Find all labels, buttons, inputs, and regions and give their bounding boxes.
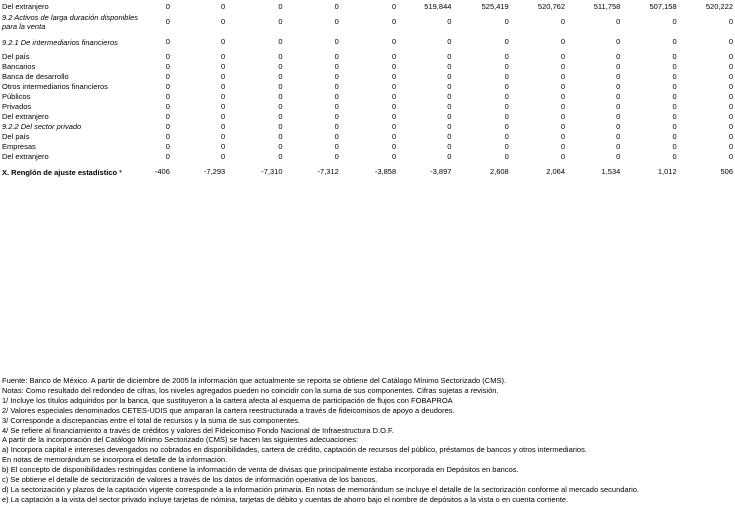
cell-value: 0 bbox=[278, 92, 283, 101]
cell-value: 0 bbox=[334, 17, 339, 26]
footnote-line: A partir de la incorporación del Catálogo Mínimo Sectorizado (CMS) se hacen las siguientes adecuaciones: bbox=[2, 435, 359, 445]
table-row bbox=[2, 32, 733, 52]
row-label: Del país bbox=[2, 132, 30, 141]
cell-value: 0 bbox=[165, 17, 170, 26]
cell-value: 0 bbox=[334, 102, 339, 111]
cell-value: 0 bbox=[391, 122, 397, 131]
footnote-line: Fuente: Banco de México. A partir de diciembre de 2005 la información que actualmente se reporta se obtiene del Catálogo Mínimo Sectorizado (CMS). bbox=[2, 376, 507, 385]
cell-value: -3,858 bbox=[374, 167, 397, 176]
cell-value: 0 bbox=[616, 122, 621, 131]
cell-value: 520,222 bbox=[705, 2, 733, 11]
cell-value: 0 bbox=[616, 132, 621, 141]
cell-value: 0 bbox=[560, 72, 566, 81]
cell-value: 0 bbox=[165, 102, 170, 111]
cell-value: 0 bbox=[221, 52, 226, 61]
cell-value: 0 bbox=[334, 62, 339, 71]
table-row bbox=[2, 92, 733, 102]
cell-value: 0 bbox=[616, 92, 621, 101]
cell-value: 0 bbox=[278, 152, 283, 161]
row-label: Otros intermediarios financieros bbox=[2, 82, 108, 91]
cell-value: 519,844 bbox=[424, 2, 452, 11]
table-row bbox=[2, 112, 733, 122]
cell-value: 525,419 bbox=[481, 2, 509, 11]
footnote-line: b) El concepto de disponibilidades restringidas contiene la información de venta de divisas que principalmente estaba incorporada en Depósitos en bancos. bbox=[2, 465, 519, 475]
cell-value: 0 bbox=[278, 122, 283, 131]
cell-value: 511,758 bbox=[593, 2, 621, 11]
cell-value: 0 bbox=[334, 122, 339, 131]
cell-value: 0 bbox=[728, 62, 733, 71]
cell-value: -7,312 bbox=[317, 167, 339, 176]
cell-value: 1,012 bbox=[657, 167, 677, 176]
cell-value: 0 bbox=[672, 152, 677, 161]
cell-value: -3,897 bbox=[430, 167, 452, 176]
cell-value: 0 bbox=[672, 82, 677, 91]
footnote-line: En notas de memorándum se incorpora el detalle de la información. bbox=[2, 455, 228, 465]
footnote-line: a) Incorpora capital e intereses devengados no cobrados en disponibilidades, cartera de crédito, captación de recursos del público, préstamos de bancos y otros intermediarios. bbox=[2, 445, 587, 455]
cell-value: 0 bbox=[278, 112, 283, 121]
row-label: 9.2.2 Del sector privado bbox=[2, 122, 82, 131]
cell-value: 0 bbox=[447, 92, 452, 101]
cell-value: 0 bbox=[616, 72, 621, 81]
cell-value: 0 bbox=[560, 102, 566, 111]
cell-value: 0 bbox=[728, 52, 733, 61]
cell-value: 0 bbox=[391, 72, 397, 81]
cell-value: 0 bbox=[616, 142, 621, 151]
cell-value: 0 bbox=[728, 132, 733, 141]
cell-value: 2,608 bbox=[489, 167, 509, 176]
cell-value: 0 bbox=[391, 152, 397, 161]
table-row bbox=[2, 52, 733, 62]
row-label: Empresas bbox=[2, 142, 36, 151]
cell-value: 0 bbox=[278, 62, 283, 71]
table-row bbox=[2, 62, 733, 72]
cell-value: 0 bbox=[560, 82, 566, 91]
cell-value: 0 bbox=[334, 72, 339, 81]
cell-value: 0 bbox=[165, 132, 170, 141]
cell-value: 0 bbox=[221, 112, 226, 121]
cell-value: 0 bbox=[391, 102, 397, 111]
cell-value: 0 bbox=[391, 37, 397, 46]
cell-value: 0 bbox=[165, 37, 170, 46]
cell-value: 0 bbox=[447, 37, 452, 46]
cell-value: 507,158 bbox=[649, 2, 677, 11]
cell-value: 0 bbox=[165, 62, 170, 71]
cell-value: 0 bbox=[728, 122, 733, 131]
cell-value: 0 bbox=[728, 82, 733, 91]
cell-value: -406 bbox=[154, 167, 170, 176]
cell-value: 0 bbox=[504, 72, 509, 81]
cell-value: 0 bbox=[672, 132, 677, 141]
cell-value: 0 bbox=[447, 17, 452, 26]
cell-value: 0 bbox=[616, 17, 621, 26]
cell-value: 0 bbox=[447, 112, 452, 121]
cell-value: 0 bbox=[672, 92, 677, 101]
cell-value: 0 bbox=[728, 92, 733, 101]
cell-value: 0 bbox=[560, 142, 566, 151]
cell-value: 0 bbox=[672, 52, 677, 61]
cell-value: 0 bbox=[221, 122, 226, 131]
cell-value: 0 bbox=[560, 52, 566, 61]
cell-value: 0 bbox=[672, 37, 677, 46]
cell-value: 0 bbox=[504, 37, 509, 46]
cell-value: 0 bbox=[447, 142, 452, 151]
row-label: X. Renglón de ajuste estadístico ³ bbox=[2, 167, 122, 177]
cell-value: 0 bbox=[560, 132, 566, 141]
cell-value: 506 bbox=[720, 167, 733, 176]
cell-value: 0 bbox=[278, 37, 283, 46]
cell-value: 0 bbox=[447, 152, 452, 161]
footnote-line: c) Se obtiene el detalle de sectorización de valores a través de los datos de información operativa de los bancos. bbox=[2, 475, 378, 485]
cell-value: 0 bbox=[391, 17, 397, 26]
cell-value: 0 bbox=[672, 142, 677, 151]
cell-value: 0 bbox=[560, 122, 566, 131]
cell-value: 0 bbox=[278, 17, 283, 26]
cell-value: 0 bbox=[391, 82, 397, 91]
cell-value: 0 bbox=[447, 122, 452, 131]
cell-value: 0 bbox=[165, 122, 170, 131]
table-row bbox=[2, 132, 733, 142]
footnotes bbox=[2, 376, 733, 505]
cell-value: 0 bbox=[334, 82, 339, 91]
table-row bbox=[2, 102, 733, 112]
cell-value: 0 bbox=[334, 132, 339, 141]
cell-value: 0 bbox=[672, 72, 677, 81]
cell-value: 0 bbox=[278, 72, 283, 81]
cell-value: 0 bbox=[728, 152, 733, 161]
cell-value: 0 bbox=[221, 142, 226, 151]
cell-value: 1,534 bbox=[601, 167, 621, 176]
cell-value: 0 bbox=[391, 2, 397, 11]
cell-value: 0 bbox=[447, 82, 452, 91]
row-label: Públicos bbox=[2, 92, 31, 101]
row-label: Privados bbox=[2, 102, 32, 111]
cell-value: 0 bbox=[165, 152, 170, 161]
row-label: Del extranjero bbox=[2, 112, 49, 121]
cell-value: 0 bbox=[447, 62, 452, 71]
cell-value: 0 bbox=[504, 112, 509, 121]
row-label: Del extranjero bbox=[2, 2, 49, 11]
cell-value: 0 bbox=[504, 52, 509, 61]
cell-value: 0 bbox=[560, 112, 566, 121]
table-row bbox=[2, 82, 733, 92]
cell-value: 0 bbox=[391, 92, 397, 101]
cell-value: 0 bbox=[165, 112, 170, 121]
cell-value: 0 bbox=[616, 37, 621, 46]
cell-value: 0 bbox=[221, 72, 226, 81]
cell-value: 0 bbox=[616, 82, 621, 91]
cell-value: 0 bbox=[447, 102, 452, 111]
cell-value: 0 bbox=[560, 62, 566, 71]
footnote-line: e) La captación a la vista del sector privado incluye tarjetas de nómina, tarjetas de débito y cuentas de ahorro bajo el nombre de depósitos a la vista o en cuenta corriente. bbox=[2, 494, 569, 504]
cell-value: 0 bbox=[165, 82, 170, 91]
cell-value: 0 bbox=[616, 112, 621, 121]
cell-value: 0 bbox=[560, 152, 566, 161]
cell-value: 0 bbox=[504, 142, 509, 151]
cell-value: 0 bbox=[616, 152, 621, 161]
cell-value: 0 bbox=[504, 102, 509, 111]
cell-value: 0 bbox=[672, 17, 677, 26]
cell-value: 0 bbox=[504, 17, 509, 26]
cell-value: -7,310 bbox=[261, 167, 283, 176]
cell-value: 0 bbox=[221, 37, 226, 46]
cell-value: 0 bbox=[334, 92, 339, 101]
cell-value: 0 bbox=[334, 142, 339, 151]
cell-value: 0 bbox=[391, 52, 397, 61]
row-label: Del país bbox=[2, 52, 30, 61]
cell-value: 0 bbox=[672, 122, 677, 131]
cell-value: 0 bbox=[221, 17, 226, 26]
cell-value: 0 bbox=[728, 142, 733, 151]
cell-value: 0 bbox=[560, 92, 566, 101]
cell-value: 0 bbox=[728, 102, 733, 111]
footnote-line: 1/ Incluye los títulos adquiridos por la banca, que sustituyeron a la cartera afecta al esquema de participación de flujos con FOBAPROA bbox=[2, 395, 453, 405]
cell-value: 0 bbox=[504, 62, 509, 71]
cell-value: 0 bbox=[616, 52, 621, 61]
cell-value: 0 bbox=[221, 102, 226, 111]
row-label: Bancarios bbox=[2, 62, 36, 71]
cell-value: 0 bbox=[165, 52, 170, 61]
cell-value: 0 bbox=[278, 102, 283, 111]
cell-value: 0 bbox=[165, 2, 170, 11]
cell-value: 0 bbox=[447, 72, 452, 81]
cell-value: 0 bbox=[334, 52, 339, 61]
table-row bbox=[2, 72, 733, 82]
table-row bbox=[2, 12, 733, 32]
footnote-line: 4/ Se refiere al financiamiento a través de créditos y valores del Fideicomiso Fondo Nacional de Infraestructura D.O.F. bbox=[2, 425, 394, 435]
footnote-line: d) La sectorización y plazos de la captación vigente corresponde a la información primaria. En notas de memorándum se incluye el detalle de la sectorización conforme al mercado secundario. bbox=[2, 484, 640, 494]
cell-value: 0 bbox=[278, 142, 283, 151]
cell-value: 0 bbox=[165, 92, 170, 101]
cell-value: 0 bbox=[165, 72, 170, 81]
cell-value: 0 bbox=[672, 102, 677, 111]
cell-value: 0 bbox=[504, 152, 509, 161]
cell-value: 0 bbox=[616, 102, 621, 111]
row-label: 9.2 Activos de larga duración disponibles para la venta bbox=[2, 13, 139, 31]
cell-value: 520,762 bbox=[537, 2, 566, 11]
cell-value: 0 bbox=[504, 122, 509, 131]
cell-value: 0 bbox=[221, 132, 226, 141]
table-row bbox=[2, 162, 733, 182]
cell-value: 0 bbox=[616, 62, 621, 71]
cell-value: 0 bbox=[728, 37, 733, 46]
cell-value: 0 bbox=[672, 62, 677, 71]
cell-value: 0 bbox=[504, 132, 509, 141]
cell-value: 0 bbox=[391, 112, 397, 121]
cell-value: 0 bbox=[391, 142, 397, 151]
table-row bbox=[2, 122, 733, 132]
cell-value: 0 bbox=[221, 62, 226, 71]
cell-value: 0 bbox=[672, 112, 677, 121]
data-table bbox=[2, 2, 733, 182]
cell-value: 0 bbox=[504, 82, 509, 91]
cell-value: 0 bbox=[728, 112, 733, 121]
cell-value: 0 bbox=[221, 152, 226, 161]
cell-value: 0 bbox=[221, 92, 226, 101]
footnote-line: 2/ Valores especiales denominados CETES-UDIS que amparan la cartera reestructurada a través de fideicomisos de apoyo a deudores. bbox=[2, 405, 455, 415]
cell-value: 0 bbox=[391, 132, 397, 141]
cell-value: 0 bbox=[334, 112, 339, 121]
cell-value: 0 bbox=[221, 82, 226, 91]
cell-value: 0 bbox=[447, 132, 452, 141]
cell-value: 0 bbox=[334, 152, 339, 161]
row-label: Banca de desarrollo bbox=[2, 72, 69, 81]
cell-value: 0 bbox=[278, 132, 283, 141]
cell-value: 0 bbox=[334, 37, 339, 46]
cell-value: 0 bbox=[447, 52, 452, 61]
cell-value: 0 bbox=[728, 72, 733, 81]
cell-value: 0 bbox=[391, 62, 397, 71]
cell-value: 0 bbox=[278, 82, 283, 91]
table-row bbox=[2, 152, 733, 162]
table-row bbox=[2, 2, 733, 12]
row-label: 9.2.1 De intermediarios financieros bbox=[2, 37, 118, 47]
row-label: Del extranjero bbox=[2, 152, 49, 161]
cell-value: -7,293 bbox=[203, 167, 226, 176]
cell-value: 0 bbox=[334, 2, 339, 11]
table-row bbox=[2, 142, 733, 152]
cell-value: 0 bbox=[504, 92, 509, 101]
cell-value: 0 bbox=[278, 52, 283, 61]
footnote-line: Notas: Como resultado del redondeo de cifras, los niveles agregados pueden no coincidir con la suma de sus componentes. Cifras sujetas a revisión. bbox=[2, 385, 499, 395]
cell-value: 0 bbox=[165, 142, 170, 151]
cell-value: 0 bbox=[278, 2, 283, 11]
footnote-line: 3/ Corresponde a discrepancias entre el total de recursos y la suma de sus componentes. bbox=[2, 415, 301, 425]
cell-value: 0 bbox=[221, 2, 226, 11]
cell-value: 0 bbox=[560, 37, 566, 46]
cell-value: 2,064 bbox=[546, 167, 566, 176]
cell-value: 0 bbox=[728, 17, 733, 26]
cell-value: 0 bbox=[560, 17, 566, 26]
